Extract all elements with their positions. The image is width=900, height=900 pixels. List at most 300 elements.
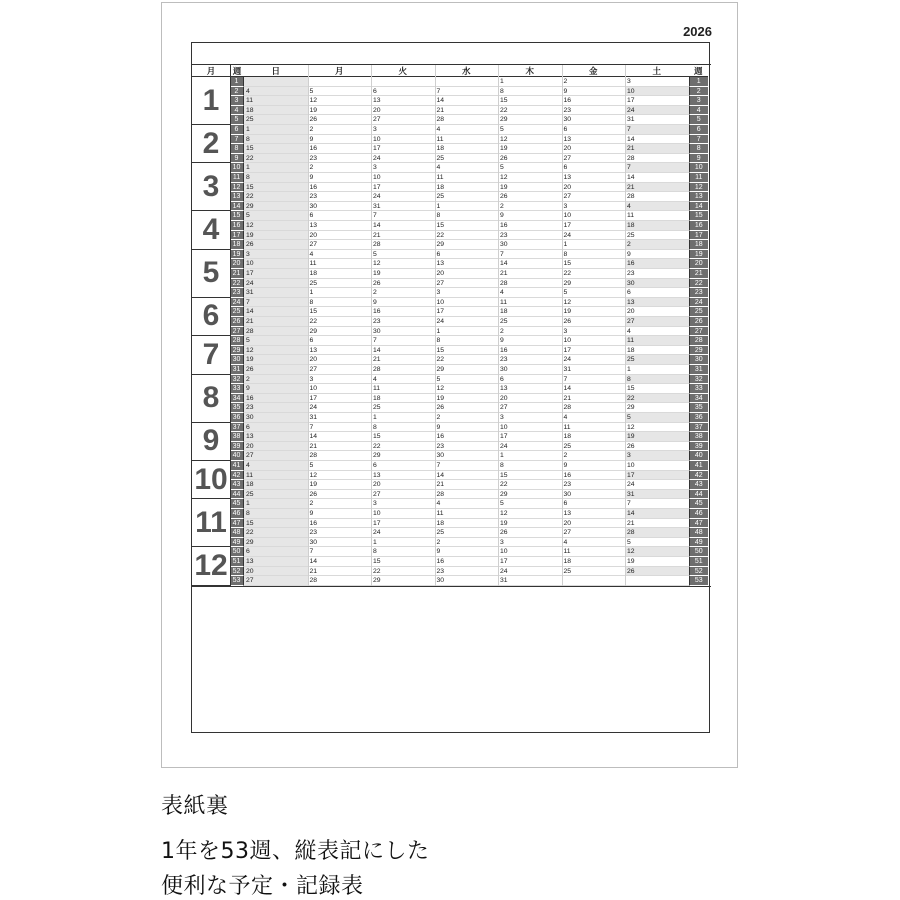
day-cell[interactable]: 22	[371, 442, 435, 452]
day-cell[interactable]: 18	[435, 183, 499, 193]
day-cell[interactable]: 2	[498, 327, 562, 337]
day-cell[interactable]: 26	[308, 115, 372, 125]
day-cell[interactable]: 2	[435, 538, 499, 548]
day-cell[interactable]: 2	[244, 375, 308, 385]
day-cell[interactable]: 6	[498, 375, 562, 385]
day-cell[interactable]: 12	[244, 346, 308, 356]
day-cell[interactable]: 30	[498, 365, 562, 375]
day-cell[interactable]: 18	[562, 432, 626, 442]
day-cell[interactable]: 22	[308, 317, 372, 327]
day-cell[interactable]: 26	[244, 365, 308, 375]
day-cell[interactable]: 9	[308, 509, 372, 519]
day-cell[interactable]: 31	[308, 413, 372, 423]
day-cell[interactable]: 9	[308, 135, 372, 145]
day-cell[interactable]: 6	[371, 87, 435, 97]
day-cell[interactable]: 12	[435, 384, 499, 394]
day-cell[interactable]: 30	[498, 240, 562, 250]
day-cell[interactable]: 27	[435, 279, 499, 289]
day-cell[interactable]: 5	[498, 163, 562, 173]
day-cell[interactable]: 6	[435, 250, 499, 260]
day-cell[interactable]: 12	[371, 259, 435, 269]
day-cell[interactable]: 30	[562, 490, 626, 500]
day-cell[interactable]: 14	[625, 173, 689, 183]
day-cell[interactable]: 15	[498, 96, 562, 106]
day-cell[interactable]: 16	[562, 471, 626, 481]
day-cell[interactable]: 29	[308, 327, 372, 337]
day-cell[interactable]: 5	[562, 288, 626, 298]
day-cell[interactable]: 27	[562, 528, 626, 538]
day-cell[interactable]: 10	[371, 135, 435, 145]
day-cell[interactable]: 23	[562, 480, 626, 490]
day-cell[interactable]: 26	[435, 403, 499, 413]
day-cell[interactable]: 16	[625, 259, 689, 269]
day-cell[interactable]: 5	[498, 125, 562, 135]
day-cell[interactable]: 29	[244, 202, 308, 212]
day-cell[interactable]: 29	[625, 403, 689, 413]
day-cell[interactable]: 31	[498, 576, 562, 586]
day-cell[interactable]: 22	[562, 269, 626, 279]
day-cell[interactable]: 3	[435, 288, 499, 298]
day-cell[interactable]: 1	[371, 538, 435, 548]
day-cell[interactable]: 19	[371, 269, 435, 279]
day-cell[interactable]: 8	[308, 298, 372, 308]
day-cell[interactable]: 23	[244, 403, 308, 413]
day-cell[interactable]: 17	[498, 432, 562, 442]
day-cell[interactable]: 21	[435, 106, 499, 116]
day-cell[interactable]: 18	[308, 269, 372, 279]
day-cell[interactable]: 25	[371, 403, 435, 413]
day-cell[interactable]: 6	[625, 288, 689, 298]
day-cell[interactable]: 31	[244, 288, 308, 298]
day-cell[interactable]: 24	[498, 567, 562, 577]
day-cell[interactable]: 5	[498, 499, 562, 509]
day-cell[interactable]: 7	[625, 499, 689, 509]
day-cell[interactable]: 2	[498, 202, 562, 212]
day-cell[interactable]: 3	[562, 327, 626, 337]
day-cell[interactable]: 23	[625, 269, 689, 279]
day-cell[interactable]	[625, 576, 689, 586]
day-cell[interactable]: 13	[625, 298, 689, 308]
day-cell[interactable]: 15	[435, 346, 499, 356]
day-cell[interactable]: 18	[244, 480, 308, 490]
day-cell[interactable]: 2	[308, 163, 372, 173]
day-cell[interactable]: 1	[435, 327, 499, 337]
day-cell[interactable]: 25	[244, 490, 308, 500]
day-cell[interactable]: 15	[308, 307, 372, 317]
day-cell[interactable]: 17	[625, 96, 689, 106]
day-cell[interactable]: 10	[371, 509, 435, 519]
day-cell[interactable]	[435, 77, 499, 87]
day-cell[interactable]: 20	[371, 106, 435, 116]
day-cell[interactable]: 10	[371, 173, 435, 183]
day-cell[interactable]: 31	[625, 115, 689, 125]
day-cell[interactable]: 9	[435, 423, 499, 433]
day-cell[interactable]: 16	[498, 221, 562, 231]
day-cell[interactable]: 8	[371, 547, 435, 557]
day-cell[interactable]: 6	[244, 423, 308, 433]
day-cell[interactable]: 25	[435, 154, 499, 164]
day-cell[interactable]: 11	[435, 173, 499, 183]
day-cell[interactable]: 27	[244, 576, 308, 586]
day-cell[interactable]: 3	[371, 499, 435, 509]
day-cell[interactable]: 10	[562, 211, 626, 221]
day-cell[interactable]: 27	[562, 154, 626, 164]
day-cell[interactable]: 4	[435, 125, 499, 135]
day-cell[interactable]: 29	[371, 576, 435, 586]
day-cell[interactable]: 19	[244, 231, 308, 241]
day-cell[interactable]: 14	[308, 432, 372, 442]
day-cell[interactable]: 3	[625, 77, 689, 87]
day-cell[interactable]: 5	[308, 87, 372, 97]
day-cell[interactable]: 7	[498, 250, 562, 260]
day-cell[interactable]: 28	[308, 451, 372, 461]
day-cell[interactable]: 13	[562, 135, 626, 145]
day-cell[interactable]: 12	[625, 547, 689, 557]
day-cell[interactable]: 21	[308, 442, 372, 452]
day-cell[interactable]: 10	[625, 87, 689, 97]
day-cell[interactable]: 27	[244, 451, 308, 461]
day-cell[interactable]: 17	[498, 557, 562, 567]
day-cell[interactable]: 5	[308, 461, 372, 471]
day-cell[interactable]: 6	[562, 499, 626, 509]
day-cell[interactable]: 19	[435, 394, 499, 404]
day-cell[interactable]: 13	[371, 96, 435, 106]
day-cell[interactable]: 6	[562, 125, 626, 135]
day-cell[interactable]: 7	[562, 375, 626, 385]
day-cell[interactable]: 23	[435, 567, 499, 577]
day-cell[interactable]: 20	[308, 355, 372, 365]
day-cell[interactable]: 21	[562, 394, 626, 404]
day-cell[interactable]: 14	[371, 346, 435, 356]
day-cell[interactable]: 22	[244, 528, 308, 538]
day-cell[interactable]: 26	[498, 192, 562, 202]
day-cell[interactable]: 18	[371, 394, 435, 404]
day-cell[interactable]: 17	[562, 346, 626, 356]
day-cell[interactable]	[308, 77, 372, 87]
day-cell[interactable]: 13	[244, 432, 308, 442]
day-cell[interactable]: 21	[371, 355, 435, 365]
day-cell[interactable]: 16	[308, 519, 372, 529]
day-cell[interactable]: 9	[435, 547, 499, 557]
day-cell[interactable]: 11	[435, 509, 499, 519]
day-cell[interactable]: 14	[435, 96, 499, 106]
day-cell[interactable]: 12	[498, 135, 562, 145]
day-cell[interactable]: 8	[435, 336, 499, 346]
day-cell[interactable]: 20	[435, 269, 499, 279]
day-cell[interactable]: 29	[435, 240, 499, 250]
day-cell[interactable]: 13	[435, 259, 499, 269]
day-cell[interactable]: 2	[308, 499, 372, 509]
day-cell[interactable]: 26	[371, 279, 435, 289]
day-cell[interactable]: 25	[498, 317, 562, 327]
day-cell[interactable]: 13	[244, 557, 308, 567]
day-cell[interactable]: 26	[498, 154, 562, 164]
day-cell[interactable]: 1	[308, 288, 372, 298]
day-cell[interactable]: 24	[244, 279, 308, 289]
day-cell[interactable]: 6	[244, 547, 308, 557]
day-cell[interactable]: 11	[498, 298, 562, 308]
day-cell[interactable]: 25	[308, 279, 372, 289]
day-cell[interactable]: 17	[562, 221, 626, 231]
day-cell[interactable]: 1	[498, 77, 562, 87]
day-cell[interactable]: 7	[435, 87, 499, 97]
day-cell[interactable]: 19	[625, 432, 689, 442]
day-cell[interactable]: 11	[562, 423, 626, 433]
day-cell[interactable]: 20	[244, 442, 308, 452]
day-cell[interactable]: 23	[308, 154, 372, 164]
day-cell[interactable]: 27	[498, 403, 562, 413]
day-cell[interactable]: 21	[244, 317, 308, 327]
day-cell[interactable]: 16	[435, 432, 499, 442]
day-cell[interactable]: 22	[498, 480, 562, 490]
day-cell[interactable]: 6	[562, 163, 626, 173]
day-cell[interactable]: 1	[625, 365, 689, 375]
day-cell[interactable]: 3	[625, 451, 689, 461]
day-cell[interactable]: 22	[435, 231, 499, 241]
day-cell[interactable]: 11	[625, 336, 689, 346]
day-cell[interactable]: 3	[498, 413, 562, 423]
day-cell[interactable]: 19	[498, 144, 562, 154]
day-cell[interactable]: 8	[498, 461, 562, 471]
day-cell[interactable]: 5	[625, 538, 689, 548]
day-cell[interactable]: 10	[498, 547, 562, 557]
day-cell[interactable]: 6	[308, 211, 372, 221]
day-cell[interactable]: 1	[435, 202, 499, 212]
day-cell[interactable]: 20	[371, 480, 435, 490]
day-cell[interactable]: 3	[371, 163, 435, 173]
day-cell[interactable]: 18	[562, 557, 626, 567]
day-cell[interactable]: 11	[308, 259, 372, 269]
day-cell[interactable]: 16	[308, 144, 372, 154]
day-cell[interactable]: 23	[562, 106, 626, 116]
day-cell[interactable]: 11	[625, 211, 689, 221]
day-cell[interactable]: 10	[625, 461, 689, 471]
day-cell[interactable]: 24	[371, 154, 435, 164]
day-cell[interactable]: 20	[244, 567, 308, 577]
day-cell[interactable]: 5	[244, 211, 308, 221]
day-cell[interactable]: 4	[371, 375, 435, 385]
day-cell[interactable]: 23	[435, 442, 499, 452]
day-cell[interactable]: 12	[244, 221, 308, 231]
day-cell[interactable]: 17	[244, 269, 308, 279]
day-cell[interactable]: 4	[562, 413, 626, 423]
day-cell[interactable]: 14	[498, 259, 562, 269]
day-cell[interactable]: 20	[498, 394, 562, 404]
day-cell[interactable]: 25	[435, 528, 499, 538]
day-cell[interactable]: 29	[562, 279, 626, 289]
day-cell[interactable]: 15	[371, 432, 435, 442]
day-cell[interactable]: 28	[562, 403, 626, 413]
day-cell[interactable]	[562, 576, 626, 586]
day-cell[interactable]: 5	[625, 413, 689, 423]
day-cell[interactable]: 1	[371, 413, 435, 423]
day-cell[interactable]: 6	[371, 461, 435, 471]
day-cell[interactable]: 27	[371, 115, 435, 125]
day-cell[interactable]: 30	[244, 413, 308, 423]
day-cell[interactable]: 7	[308, 547, 372, 557]
day-cell[interactable]: 9	[562, 461, 626, 471]
day-cell[interactable]: 16	[498, 346, 562, 356]
day-cell[interactable]: 22	[435, 355, 499, 365]
day-cell[interactable]: 12	[498, 509, 562, 519]
day-cell[interactable]: 25	[562, 442, 626, 452]
day-cell[interactable]: 8	[562, 250, 626, 260]
day-cell[interactable]: 7	[625, 163, 689, 173]
day-cell[interactable]: 1	[244, 163, 308, 173]
day-cell[interactable]: 14	[244, 307, 308, 317]
day-cell[interactable]: 22	[625, 394, 689, 404]
day-cell[interactable]: 21	[498, 269, 562, 279]
day-cell[interactable]: 9	[244, 384, 308, 394]
day-cell[interactable]: 19	[562, 307, 626, 317]
day-cell[interactable]: 16	[308, 183, 372, 193]
day-cell[interactable]: 13	[308, 346, 372, 356]
day-cell[interactable]: 2	[308, 125, 372, 135]
day-cell[interactable]: 19	[498, 519, 562, 529]
day-cell[interactable]: 4	[308, 250, 372, 260]
day-cell[interactable]: 21	[625, 519, 689, 529]
day-cell[interactable]: 16	[435, 557, 499, 567]
day-cell[interactable]: 10	[435, 298, 499, 308]
day-cell[interactable]: 7	[371, 211, 435, 221]
day-cell[interactable]: 14	[625, 509, 689, 519]
day-cell[interactable]: 21	[308, 567, 372, 577]
day-cell[interactable]: 25	[435, 192, 499, 202]
day-cell[interactable]: 11	[435, 135, 499, 145]
day-cell[interactable]: 9	[371, 298, 435, 308]
day-cell[interactable]: 31	[625, 490, 689, 500]
day-cell[interactable]: 1	[562, 240, 626, 250]
day-cell[interactable]: 3	[371, 125, 435, 135]
day-cell[interactable]: 20	[562, 519, 626, 529]
day-cell[interactable]: 28	[308, 576, 372, 586]
day-cell[interactable]: 30	[562, 115, 626, 125]
day-cell[interactable]: 20	[562, 183, 626, 193]
day-cell[interactable]: 20	[308, 231, 372, 241]
day-cell[interactable]: 21	[625, 183, 689, 193]
day-cell[interactable]: 19	[308, 106, 372, 116]
day-cell[interactable]: 11	[244, 471, 308, 481]
day-cell[interactable]: 29	[498, 490, 562, 500]
day-cell[interactable]: 4	[498, 288, 562, 298]
day-cell[interactable]: 27	[308, 240, 372, 250]
day-cell[interactable]: 5	[371, 250, 435, 260]
day-cell[interactable]: 12	[308, 96, 372, 106]
day-cell[interactable]: 17	[371, 183, 435, 193]
day-cell[interactable]: 24	[371, 528, 435, 538]
day-cell[interactable]: 4	[562, 538, 626, 548]
day-cell[interactable]: 12	[562, 298, 626, 308]
day-cell[interactable]: 1	[498, 451, 562, 461]
day-cell[interactable]	[371, 77, 435, 87]
day-cell[interactable]: 12	[498, 173, 562, 183]
day-cell[interactable]: 28	[625, 192, 689, 202]
day-cell[interactable]: 27	[308, 365, 372, 375]
day-cell[interactable]: 26	[625, 442, 689, 452]
day-cell[interactable]: 25	[562, 567, 626, 577]
day-cell[interactable]: 14	[625, 135, 689, 145]
day-cell[interactable]: 9	[498, 336, 562, 346]
day-cell[interactable]: 22	[498, 106, 562, 116]
day-cell[interactable]: 15	[244, 183, 308, 193]
day-cell[interactable]: 8	[244, 135, 308, 145]
day-cell[interactable]: 28	[498, 279, 562, 289]
day-cell[interactable]	[244, 77, 308, 87]
day-cell[interactable]: 23	[308, 192, 372, 202]
day-cell[interactable]: 8	[244, 509, 308, 519]
day-cell[interactable]: 2	[562, 451, 626, 461]
day-cell[interactable]: 3	[498, 538, 562, 548]
day-cell[interactable]: 24	[562, 355, 626, 365]
day-cell[interactable]: 16	[244, 394, 308, 404]
day-cell[interactable]: 19	[244, 355, 308, 365]
day-cell[interactable]: 31	[562, 365, 626, 375]
day-cell[interactable]: 28	[435, 115, 499, 125]
day-cell[interactable]: 26	[244, 240, 308, 250]
day-cell[interactable]: 3	[244, 250, 308, 260]
day-cell[interactable]: 20	[625, 307, 689, 317]
day-cell[interactable]: 1	[244, 125, 308, 135]
day-cell[interactable]: 28	[371, 240, 435, 250]
day-cell[interactable]: 10	[498, 423, 562, 433]
day-cell[interactable]: 18	[625, 346, 689, 356]
day-cell[interactable]: 8	[371, 423, 435, 433]
day-cell[interactable]: 3	[562, 202, 626, 212]
day-cell[interactable]: 18	[244, 106, 308, 116]
day-cell[interactable]: 23	[498, 231, 562, 241]
day-cell[interactable]: 26	[308, 490, 372, 500]
day-cell[interactable]: 2	[562, 77, 626, 87]
day-cell[interactable]: 24	[371, 192, 435, 202]
day-cell[interactable]: 17	[371, 144, 435, 154]
day-cell[interactable]: 13	[498, 384, 562, 394]
day-cell[interactable]: 7	[371, 336, 435, 346]
day-cell[interactable]: 30	[371, 327, 435, 337]
day-cell[interactable]: 19	[308, 480, 372, 490]
day-cell[interactable]: 2	[435, 413, 499, 423]
day-cell[interactable]: 15	[625, 384, 689, 394]
day-cell[interactable]: 27	[625, 317, 689, 327]
day-cell[interactable]: 12	[625, 423, 689, 433]
day-cell[interactable]: 24	[562, 231, 626, 241]
day-cell[interactable]: 15	[244, 519, 308, 529]
day-cell[interactable]: 5	[244, 336, 308, 346]
day-cell[interactable]: 28	[371, 365, 435, 375]
day-cell[interactable]: 14	[308, 557, 372, 567]
day-cell[interactable]: 9	[308, 173, 372, 183]
day-cell[interactable]: 15	[371, 557, 435, 567]
day-cell[interactable]: 28	[625, 154, 689, 164]
day-cell[interactable]: 18	[435, 519, 499, 529]
day-cell[interactable]: 31	[371, 202, 435, 212]
day-cell[interactable]: 13	[371, 471, 435, 481]
day-cell[interactable]: 26	[562, 317, 626, 327]
day-cell[interactable]: 25	[625, 355, 689, 365]
day-cell[interactable]: 24	[498, 442, 562, 452]
day-cell[interactable]: 4	[244, 87, 308, 97]
day-cell[interactable]: 2	[371, 288, 435, 298]
day-cell[interactable]: 9	[625, 250, 689, 260]
day-cell[interactable]: 16	[562, 96, 626, 106]
day-cell[interactable]: 29	[371, 451, 435, 461]
day-cell[interactable]: 21	[371, 231, 435, 241]
day-cell[interactable]: 14	[562, 384, 626, 394]
day-cell[interactable]: 7	[625, 125, 689, 135]
day-cell[interactable]: 7	[435, 461, 499, 471]
day-cell[interactable]: 27	[562, 192, 626, 202]
day-cell[interactable]: 22	[244, 154, 308, 164]
day-cell[interactable]: 1	[244, 499, 308, 509]
